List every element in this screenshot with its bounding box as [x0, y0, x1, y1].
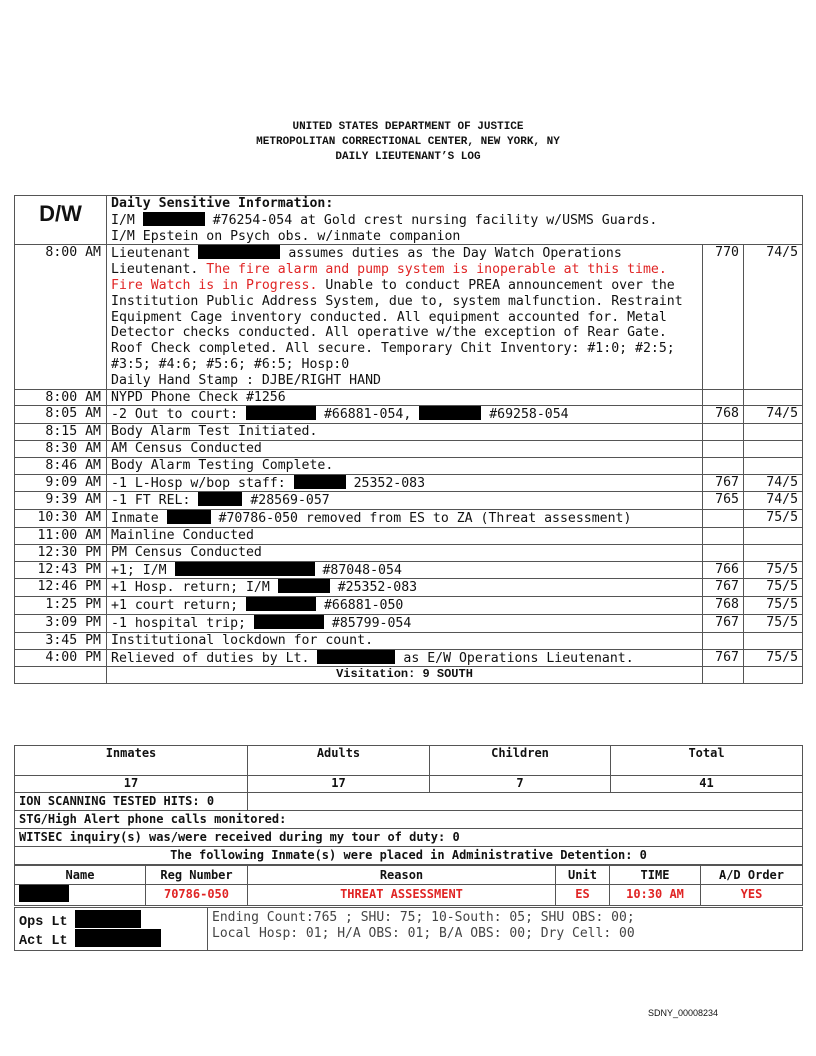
header-agency: UNITED STATES DEPARTMENT OF JUSTICE — [292, 121, 524, 133]
entry-description — [107, 424, 703, 441]
detention-row — [15, 885, 803, 906]
entry-text: Mainline Conducted — [111, 527, 254, 543]
empty-cell — [248, 793, 803, 811]
empty-cell — [15, 667, 107, 684]
redaction-block — [198, 245, 280, 259]
entry-text: NYPD Phone Check #1256 — [111, 389, 286, 405]
log-entry — [15, 649, 803, 667]
dw-label: D/W — [15, 196, 107, 245]
visitation-title: Visitation: 9 SOUTH — [107, 667, 703, 684]
entry-description — [107, 440, 703, 457]
entry-time: 10:30 AM — [15, 510, 107, 528]
entry-ratio — [744, 389, 803, 406]
entry-description — [107, 510, 703, 528]
log-entry — [15, 406, 803, 424]
log-entry — [15, 492, 803, 510]
log-entry — [15, 544, 803, 561]
count-summary-line1: Ending Count:765 ; SHU: 75; 10-South: 05; SHU OBS: 00; — [212, 910, 635, 925]
redaction-block — [175, 562, 315, 576]
entry-count: 767 — [703, 649, 744, 667]
entry-description — [107, 527, 703, 544]
entry-ratio: 75/5 — [744, 561, 803, 579]
entry-count: 767 — [703, 614, 744, 632]
entry-text: #87048-054 — [322, 562, 402, 578]
entry-time: 9:09 AM — [15, 474, 107, 492]
entry-time: 12:30 PM — [15, 544, 107, 561]
entry-time: 12:43 PM — [15, 561, 107, 579]
log-entry — [15, 245, 803, 389]
entry-count — [703, 544, 744, 561]
header-title: DAILY LIEUTENANT’S LOG — [335, 151, 481, 163]
entry-count: 767 — [703, 579, 744, 597]
entry-text: Lieutenant — [111, 246, 191, 262]
log-entry — [15, 457, 803, 474]
redaction-block — [167, 510, 211, 524]
visitation-values-row — [15, 776, 803, 793]
entry-ratio: 74/5 — [744, 245, 803, 389]
time-header: TIME — [610, 866, 701, 885]
sensitive-info — [107, 196, 803, 245]
entry-count — [703, 632, 744, 649]
entry-time: 9:39 AM — [15, 492, 107, 510]
log-entry — [15, 474, 803, 492]
entry-text: PM Census Conducted — [111, 544, 262, 560]
entry-ratio: 75/5 — [744, 579, 803, 597]
entry-count: 768 — [703, 597, 744, 615]
empty-cell — [703, 667, 744, 684]
entry-time: 3:45 PM — [15, 632, 107, 649]
visitation-table — [14, 745, 803, 793]
ad-order-header: A/D Order — [701, 866, 803, 885]
entry-time: 8:05 AM — [15, 406, 107, 424]
entry-text: #66881-050 — [323, 598, 404, 614]
hand-stamp-text: Daily Hand Stamp : DJBE/RIGHT HAND — [111, 372, 381, 388]
inmates-value: 17 — [15, 776, 248, 793]
entry-time: 1:25 PM — [15, 597, 107, 615]
log-entry — [15, 597, 803, 615]
reason: THREAT ASSESSMENT — [248, 885, 556, 906]
entry-text: +1 Hosp. return; I/M — [111, 580, 270, 596]
entry-description — [107, 561, 703, 579]
entry-ratio — [744, 457, 803, 474]
entry-text: Relieved of duties by Lt. — [111, 650, 310, 666]
entry-text: 25352-083 — [353, 475, 426, 491]
info-table — [14, 792, 803, 865]
redaction-block — [198, 492, 242, 506]
entry-text: -1 FT REL: — [111, 493, 191, 509]
entry-count — [703, 527, 744, 544]
entry-description — [107, 406, 703, 424]
entry-count — [703, 457, 744, 474]
total-header: Total — [611, 746, 803, 776]
entry-count — [703, 389, 744, 406]
redaction-block — [317, 650, 395, 664]
entry-description — [107, 579, 703, 597]
fire-alarm-alert-text: The fire alarm and pump system is inoperable at this time. Fire Watch is in Progress. — [111, 262, 667, 293]
entry-count: 768 — [703, 406, 744, 424]
redaction-block — [246, 406, 316, 420]
lieutenants — [15, 908, 208, 951]
inmate-name — [15, 885, 146, 906]
log-table — [14, 195, 803, 684]
entry-text: assumes duties as the Day Watch Operations Lieutenant. — [111, 246, 622, 278]
log-entry — [15, 527, 803, 544]
log-entry — [15, 389, 803, 406]
log-entry — [15, 614, 803, 632]
entry-count: 770 — [703, 245, 744, 389]
entry-ratio: 74/5 — [744, 406, 803, 424]
entry-count — [703, 440, 744, 457]
entry-time: 8:00 AM — [15, 245, 107, 389]
entry-count: 765 — [703, 492, 744, 510]
unit: ES — [556, 885, 610, 906]
redaction-block — [75, 910, 141, 928]
entry-ratio: 74/5 — [744, 474, 803, 492]
entry-description — [107, 389, 703, 406]
entry-ratio — [744, 632, 803, 649]
unit-header: Unit — [556, 866, 610, 885]
entry-text: Inmate — [111, 511, 159, 527]
act-lt-label: Act Lt — [19, 934, 68, 949]
entry-text: -2 Out to court: — [111, 407, 239, 423]
children-header: Children — [430, 746, 611, 776]
count-summary-line2: Local Hosp: 01; H/A OBS: 01; B/A OBS: 00; Dry Cell: 00 — [212, 926, 635, 941]
entry-time: 3:09 PM — [15, 614, 107, 632]
signature-table — [14, 907, 803, 951]
sensitive-line2: I/M Epstein on Psych obs. w/inmate companion — [111, 228, 461, 244]
entry-count: 766 — [703, 561, 744, 579]
entry-text: Body Alarm Test Initiated. — [111, 424, 318, 440]
header-facility: METROPOLITAN CORRECTIONAL CENTER, NEW YORK, NY — [256, 136, 560, 148]
entry-description — [107, 245, 703, 389]
adults-value: 17 — [248, 776, 430, 793]
entry-ratio: 75/5 — [744, 614, 803, 632]
entry-text: #25352-083 — [337, 580, 418, 596]
bates-number: SDNY_00008234 — [647, 1008, 718, 1018]
log-entry — [15, 561, 803, 579]
entry-description — [107, 632, 703, 649]
log-entry — [15, 632, 803, 649]
log-entry — [15, 510, 803, 528]
reg-number: 70786-050 — [146, 885, 248, 906]
entry-ratio: 75/5 — [744, 510, 803, 528]
adults-header: Adults — [248, 746, 430, 776]
entry-text: AM Census Conducted — [111, 440, 262, 456]
entry-ratio: 75/5 — [744, 597, 803, 615]
admin-detention-title: The following Inmate(s) were placed in Administrative Detention: 0 — [15, 847, 803, 865]
entry-text: #85799-054 — [331, 615, 412, 631]
entry-time: 8:46 AM — [15, 457, 107, 474]
entry-ratio — [744, 440, 803, 457]
entry-description — [107, 597, 703, 615]
name-header: Name — [15, 866, 146, 885]
ops-lt-label: Ops Lt — [19, 915, 68, 930]
redaction-block — [419, 406, 481, 420]
entry-count — [703, 510, 744, 528]
redaction-block — [143, 212, 205, 226]
witsec-inquiry: WITSEC inquiry(s) was/were received during my tour of duty: 0 — [15, 829, 803, 847]
log-entry — [15, 440, 803, 457]
entry-description — [107, 544, 703, 561]
visitation-header-row — [15, 746, 803, 776]
redaction-block — [75, 929, 161, 947]
entry-text: #69258-054 — [489, 407, 569, 423]
entry-description — [107, 649, 703, 667]
document-header — [0, 120, 816, 165]
entry-text: #66881-054, — [323, 407, 412, 423]
entry-text: Unable to conduct PREA announcement over the Institution Public Address System, due to, system malfunction. Restraint Equipment Cage inventory conducted. All equipment accounted for. Metal Detector checks conducted. All operative w/the exception of Rear Gate. Roof Check completed. All secure. Temporary Chit Inventory: #1:0; #2:5; #3:5; #4:6; #5:6; #6:5; Hosp:0 — [111, 277, 683, 372]
ad-order: YES — [701, 885, 803, 906]
log-entry — [15, 424, 803, 441]
entry-description — [107, 474, 703, 492]
redaction-block — [246, 597, 316, 611]
entry-text: +1 court return; — [111, 598, 239, 614]
entry-text: as E/W Operations Lieutenant. — [403, 650, 634, 666]
sensitive-info-row — [15, 196, 803, 245]
entry-description — [107, 492, 703, 510]
entry-time: 8:15 AM — [15, 424, 107, 441]
inmates-header: Inmates — [15, 746, 248, 776]
redaction-block — [278, 579, 330, 593]
entry-time: 8:00 AM — [15, 389, 107, 406]
redaction-block — [254, 615, 324, 629]
entry-description — [107, 457, 703, 474]
entry-count: 767 — [703, 474, 744, 492]
time: 10:30 AM — [610, 885, 701, 906]
entry-count — [703, 424, 744, 441]
entry-ratio — [744, 424, 803, 441]
entry-time: 8:30 AM — [15, 440, 107, 457]
entry-time: 11:00 AM — [15, 527, 107, 544]
sensitive-info-title: Daily Sensitive Information: — [111, 196, 334, 211]
entry-text: -1 L-Hosp w/bop staff: — [111, 475, 286, 491]
visitation-title-row — [15, 667, 803, 684]
entry-text: -1 hospital trip; — [111, 615, 246, 631]
redaction-block — [294, 475, 346, 489]
children-value: 7 — [430, 776, 611, 793]
redaction-block — [19, 885, 69, 902]
entry-time: 12:46 PM — [15, 579, 107, 597]
entry-ratio: 75/5 — [744, 649, 803, 667]
sensitive-line1-suffix: #76254-054 at Gold crest nursing facility w/USMS Guards. — [212, 212, 658, 228]
total-value: 41 — [611, 776, 803, 793]
entry-time: 4:00 PM — [15, 649, 107, 667]
entry-text: +1; I/M — [111, 562, 167, 578]
detention-table — [14, 865, 803, 906]
ion-scanning: ION SCANNING TESTED HITS: 0 — [15, 793, 248, 811]
entry-description — [107, 614, 703, 632]
empty-cell — [744, 667, 803, 684]
detention-header-row — [15, 866, 803, 885]
entry-ratio: 74/5 — [744, 492, 803, 510]
reason-header: Reason — [248, 866, 556, 885]
entry-ratio — [744, 544, 803, 561]
sensitive-line1-prefix: I/M — [111, 212, 135, 228]
entry-text: Institutional lockdown for count. — [111, 632, 374, 648]
reg-number-header: Reg Number — [146, 866, 248, 885]
log-entry — [15, 579, 803, 597]
entry-text: #70786-050 removed from ES to ZA (Threat assessment) — [218, 511, 632, 527]
stg-phone-calls: STG/High Alert phone calls monitored: — [15, 811, 803, 829]
entry-ratio — [744, 527, 803, 544]
entry-text: Body Alarm Testing Complete. — [111, 457, 334, 473]
count-summary — [208, 908, 803, 951]
entry-text: #28569-057 — [250, 493, 330, 509]
